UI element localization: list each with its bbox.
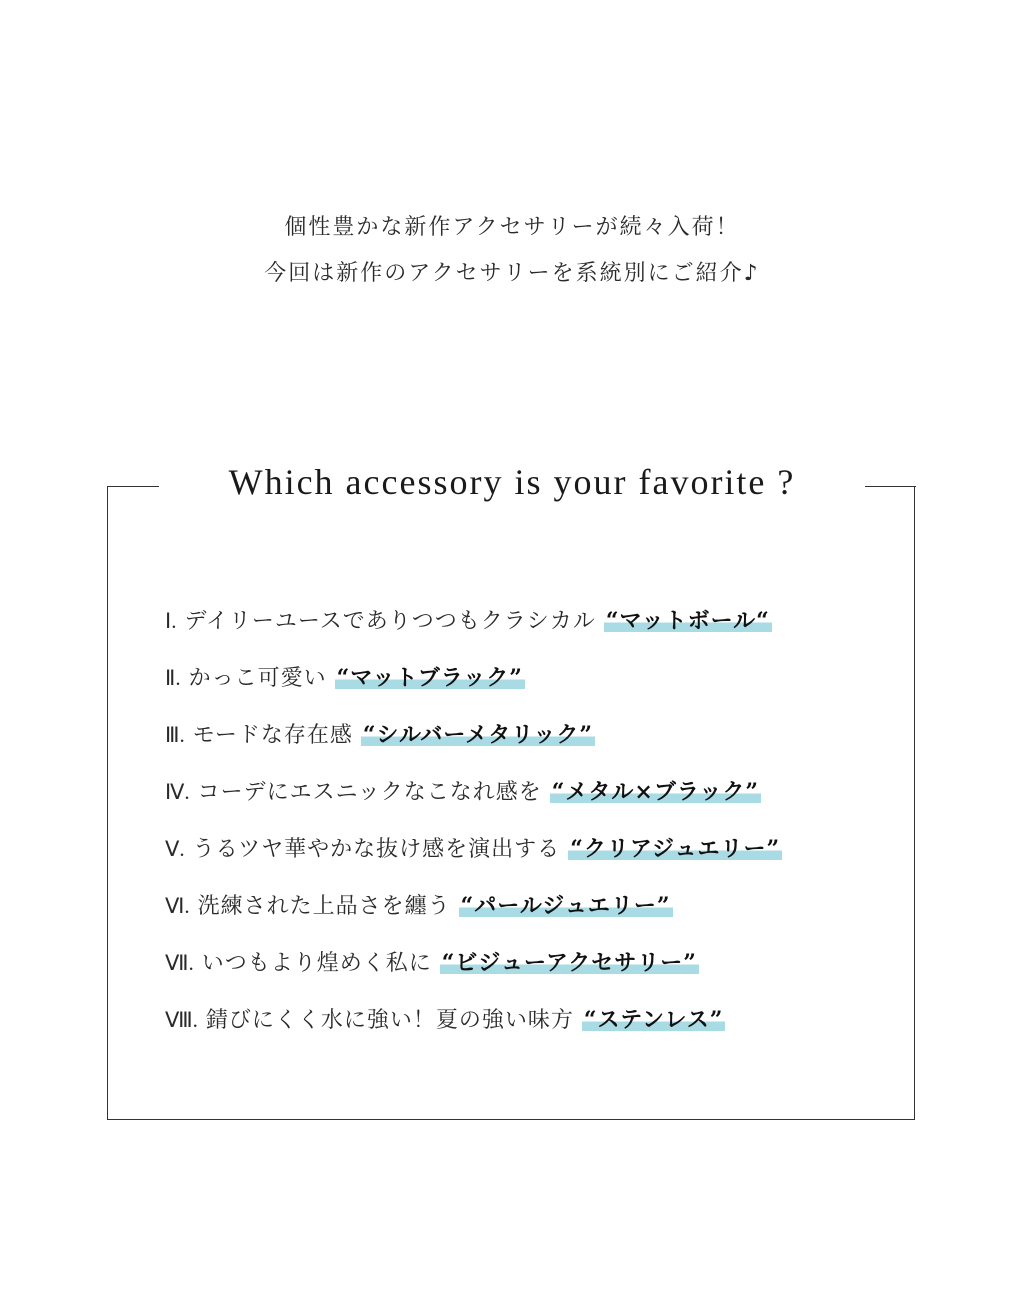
item-number: Ⅲ. xyxy=(165,723,185,747)
list-item xyxy=(165,824,885,881)
item-text: うるツヤ華やかな抜け感を演出する xyxy=(184,837,569,862)
accessory-list xyxy=(165,596,885,1052)
item-number: Ⅰ. xyxy=(165,609,177,633)
item-number: Ⅶ. xyxy=(165,951,194,975)
item-highlight: “クリアジュエリー” xyxy=(570,836,781,862)
item-highlight: “ビジューアクセサリー” xyxy=(441,950,697,976)
list-item xyxy=(165,995,885,1052)
list-item xyxy=(165,881,885,938)
item-highlight: “シルバーメタリック” xyxy=(362,722,594,748)
item-text: コーデにエスニックなこなれ感を xyxy=(189,780,550,805)
item-text: 錆びにくく水に強い！夏の強い味方 xyxy=(197,1008,582,1033)
item-highlight: “パールジュエリー” xyxy=(460,893,671,919)
box-top-border-right xyxy=(865,486,916,487)
intro-line-1: 個性豊かな新作アクセサリーが続々入荷！ xyxy=(284,215,740,240)
intro-line-2: 今回は新作のアクセサリーを系統別にご紹介♪ xyxy=(264,261,760,286)
item-number: Ⅳ. xyxy=(165,780,190,804)
item-highlight: “マットボール“ xyxy=(605,608,770,634)
item-highlight: “メタル×ブラック” xyxy=(551,779,760,805)
item-number: Ⅷ. xyxy=(165,1008,198,1032)
item-number: Ⅵ. xyxy=(165,894,190,918)
list-item xyxy=(165,653,885,710)
item-number: Ⅴ. xyxy=(165,837,185,861)
item-text: かっこ可愛い xyxy=(180,666,335,691)
item-text: モードな存在感 xyxy=(184,723,361,748)
item-highlight: “ステンレス” xyxy=(583,1007,724,1033)
list-item xyxy=(165,596,885,653)
list-item xyxy=(165,938,885,995)
item-highlight: “マットブラック” xyxy=(336,665,523,691)
list-item xyxy=(165,767,885,824)
box-title: Which accessory is your favorite ? xyxy=(228,462,796,502)
box-top-border-left xyxy=(107,486,159,487)
intro-text xyxy=(0,205,1024,297)
item-number: Ⅱ. xyxy=(165,666,181,690)
item-text: デイリーユースでありつつもクラシカル xyxy=(176,609,604,634)
item-text: いつもより煌めく私に xyxy=(193,951,440,976)
list-item xyxy=(165,710,885,767)
item-text: 洗練された上品さを纏う xyxy=(189,894,459,919)
